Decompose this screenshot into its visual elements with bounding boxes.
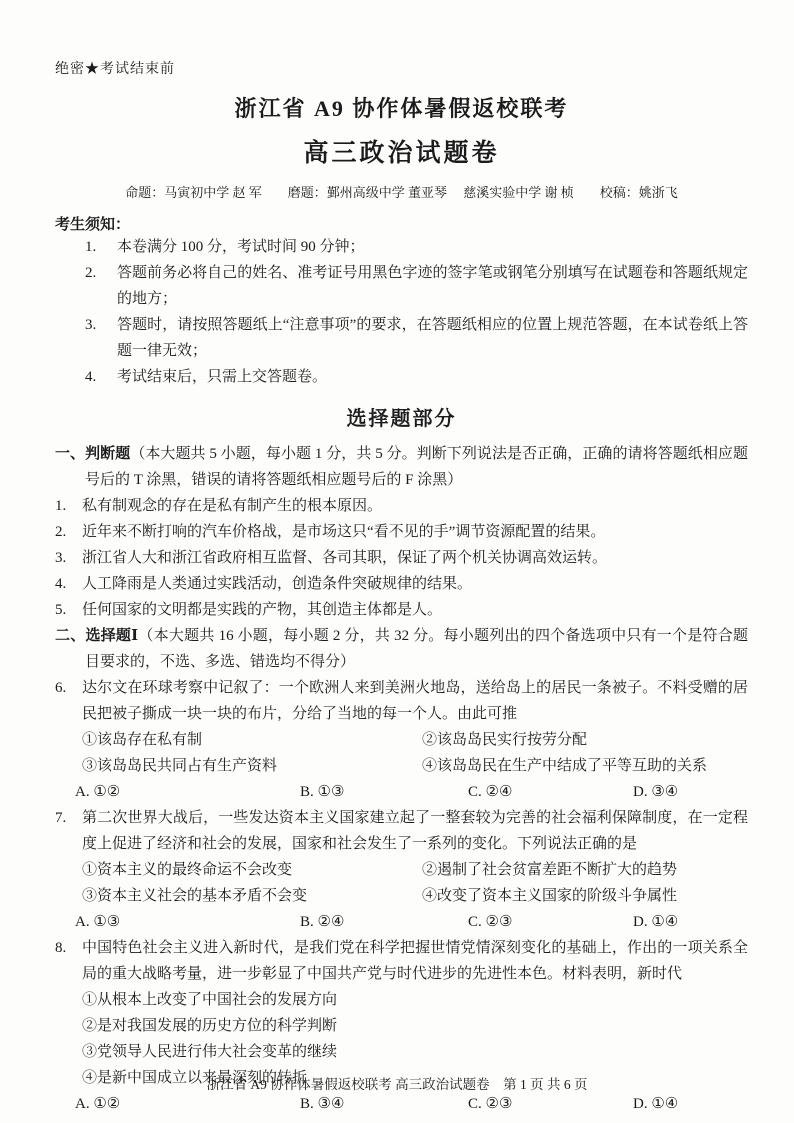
- notice-section: [55, 213, 748, 390]
- choice-b: B. ③④: [300, 1096, 345, 1112]
- option-4: ④该岛岛民在生产中结成了平等互助的关系: [422, 758, 708, 774]
- question-7: [55, 805, 748, 935]
- notice-item-text: 本卷满分 100 分，考试时间 90 分钟；: [117, 239, 365, 255]
- notice-item: [55, 364, 748, 390]
- notice-item: [55, 312, 748, 364]
- option-3: ③党领导人民进行伟大社会变革的继续: [82, 1044, 338, 1060]
- notice-title: 考生须知：: [55, 217, 131, 233]
- choice-d: D. ③④: [633, 784, 679, 800]
- judgement-item: [55, 545, 748, 571]
- judgement-item-text: 私有制观念的存在是私有制产生的根本原因。: [82, 498, 383, 514]
- page-footer: 浙江省 A9 协作体暑假返校联考 高三政治试题卷 第 1 页 共 6 页: [206, 1077, 588, 1092]
- question-options: [55, 727, 748, 779]
- judgement-item-text: 浙江省人大和浙江省政府相互监督、各司其职，保证了两个机关协调高效运转。: [82, 550, 608, 566]
- judgement-item-number: 2.: [55, 524, 67, 540]
- judgement-item-number: 1.: [55, 498, 67, 514]
- notice-item-number: 1.: [85, 239, 97, 255]
- notice-item: [55, 260, 748, 312]
- option-3: ③资本主义社会的基本矛盾不会变: [82, 888, 308, 904]
- judgement-item-text: 人工降雨是人类通过实践活动，创造条件突破规律的结果。: [82, 576, 473, 592]
- judgement-item-number: 3.: [55, 550, 67, 566]
- question-answer-choices: [55, 779, 748, 805]
- question-stem: [55, 675, 748, 727]
- section-desc: （本大题共 16 小题，每小题 2 分，共 32 分。每小题列出的四个备选项中只有一个是符合题目要求的，不选、多选、错选均不得分）: [85, 628, 748, 670]
- classification-label: 绝密★考试结束前: [55, 62, 175, 77]
- section-desc: （本大题共 5 小题，每小题 1 分，共 5 分。判断下列说法是否正确，正确的请将答题纸相应题号后的 T 涂黑，错误的请将答题纸相应题号后的 F 涂黑）: [85, 446, 748, 488]
- paper-title: 高三政治试题卷: [303, 140, 500, 167]
- option-2: ②是对我国发展的历史方位的科学判断: [82, 1018, 338, 1034]
- option-2: ②遏制了社会贫富差距不断扩大的趋势: [422, 862, 678, 878]
- exam-title: 浙江省 A9 协作体暑假返校联考: [234, 96, 569, 121]
- question-stem-text: 达尔文在环球考察中记叙了：一个欧洲人来到美洲火地岛，送给岛上的居民一条被子。不料受赠的居民把被子撕成一块一块的布片，分给了当地的每一个人。由此可推: [82, 680, 748, 722]
- question-stem: [55, 935, 748, 987]
- question-options: [55, 857, 748, 909]
- judgement-item: [55, 597, 748, 623]
- option-1: ①该岛存在私有制: [82, 732, 203, 748]
- choice-a: A. ①②: [75, 1096, 121, 1112]
- question-answer-choices: [55, 909, 748, 935]
- judgement-items: [55, 493, 748, 623]
- choice-d: D. ①④: [633, 914, 679, 930]
- judgement-item-text: 任何国家的文明都是实践的产物，其创造主体都是人。: [82, 602, 443, 618]
- judgement-item-number: 4.: [55, 576, 67, 592]
- judgement-item: [55, 519, 748, 545]
- question-stem: [55, 805, 748, 857]
- section-number: 二、: [55, 628, 86, 644]
- choice-c: C. ②③: [468, 914, 513, 930]
- section-name: 选择题Ⅰ: [85, 628, 139, 644]
- question-number: 6.: [55, 680, 67, 696]
- choice-a: A. ①②: [75, 784, 121, 800]
- section-number: 一、: [55, 446, 86, 462]
- judgement-item-number: 5.: [55, 602, 67, 618]
- choice-a: A. ①③: [75, 914, 121, 930]
- choice-c: C. ②④: [468, 784, 513, 800]
- notice-item-number: 3.: [85, 317, 97, 333]
- judgement-item-text: 近年来不断打响的汽车价格战，是市场这只“看不见的手”调节资源配置的结果。: [82, 524, 606, 540]
- question-6: [55, 675, 748, 805]
- choice-c: C. ②③: [468, 1096, 513, 1112]
- option-4: ④改变了资本主义国家的阶级斗争属性: [422, 888, 678, 904]
- question-number: 7.: [55, 810, 67, 826]
- judgement-section-intro: [55, 441, 748, 493]
- option-3: ③该岛岛民共同占有生产资料: [82, 758, 278, 774]
- notice-item-number: 2.: [85, 265, 97, 281]
- choice-d: D. ①④: [633, 1096, 679, 1112]
- question-stem-text: 第二次世界大战后，一些发达资本主义国家建立起了一整套较为完善的社会福利保障制度，在一定程度上促进了经济和社会的发展，国家和社会发生了一系列的变化。下列说法正确的是: [82, 810, 748, 852]
- choice-b: B. ①③: [300, 784, 345, 800]
- option-1: ①从根本上改变了中国社会的发展方向: [82, 992, 338, 1008]
- question-number: 8.: [55, 940, 67, 956]
- notice-item-text: 答题前务必将自己的姓名、准考证号用黑色字迹的签字笔或钢笔分别填写在试题卷和答题纸规定的地方；: [117, 265, 748, 307]
- notice-item-number: 4.: [85, 369, 97, 385]
- option-2: ②该岛岛民实行按劳分配: [422, 732, 588, 748]
- notice-item: [55, 234, 748, 260]
- option-1: ①资本主义的最终命运不会改变: [82, 862, 293, 878]
- credits-line: 命题：马寅初中学 赵 军 磨题：鄞州高级中学 董亚琴 慈溪实验中学 谢 桢 校稿：姚浙飞: [125, 185, 678, 200]
- judgement-item: [55, 571, 748, 597]
- notice-item-text: 考试结束后，只需上交答题卷。: [117, 369, 328, 385]
- notice-item-text: 答题时，请按照答题纸上“注意事项”的要求，在答题纸相应的位置上规范答题，在本试卷纸上答题一律无效；: [117, 317, 748, 359]
- question-answer-choices: [55, 1091, 748, 1117]
- part-heading: 选择题部分: [346, 408, 457, 430]
- choice-b: B. ②④: [300, 914, 345, 930]
- section-name: 判断题: [85, 446, 131, 462]
- question-stem-text: 中国特色社会主义进入新时代，是我们党在科学把握世情党情深刻变化的基础上，作出的一项关系全局的重大战略考量，进一步彰显了中国共产党与时代进步的先进性本色。材料表明，新时代: [82, 940, 748, 982]
- option-4: ④是新中国成立以来最深刻的转折: [82, 1070, 308, 1086]
- choice1-section-intro: [55, 623, 748, 675]
- judgement-item: [55, 493, 748, 519]
